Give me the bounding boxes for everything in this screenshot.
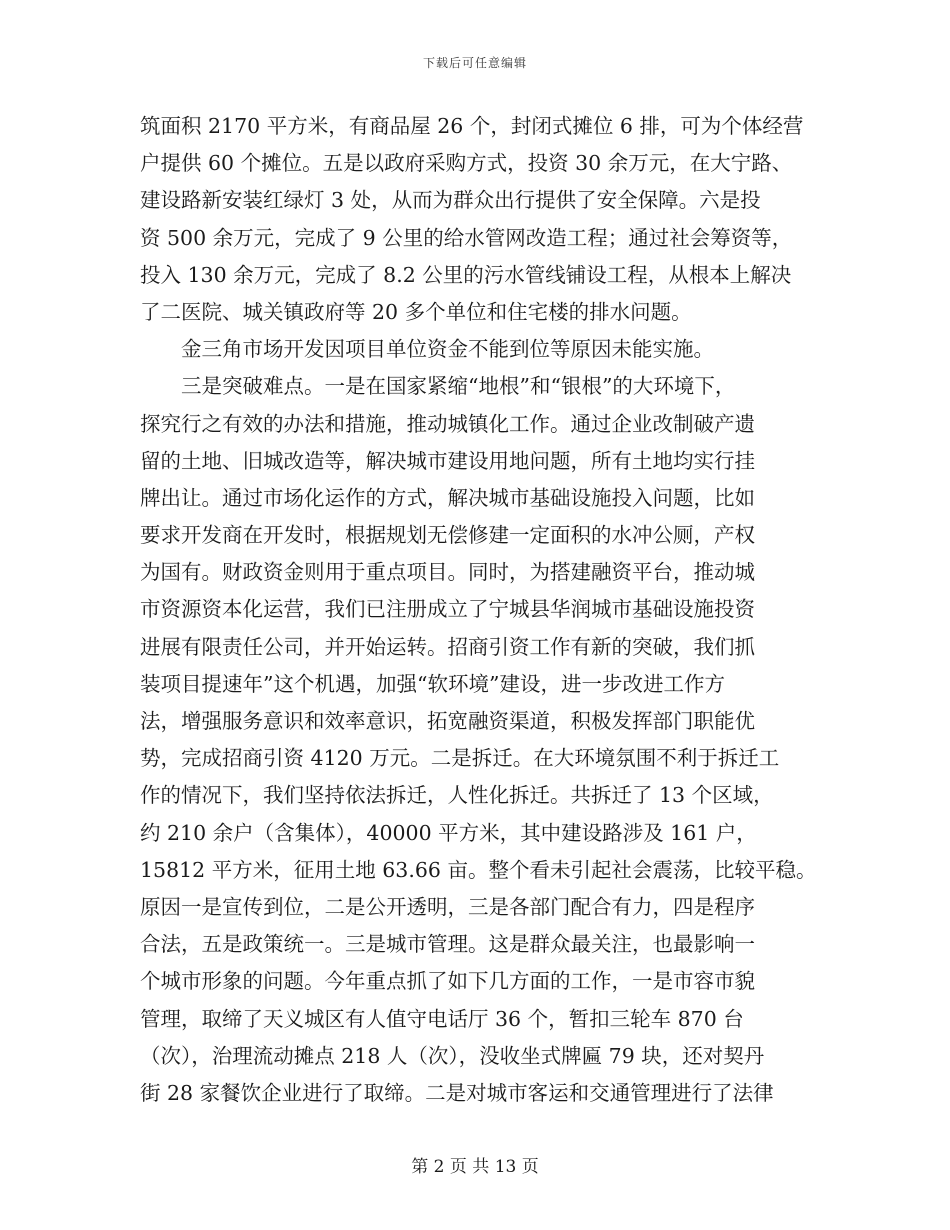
text-line: 建设路新安装红绿灯 3 处，从而为群众出行提供了安全保障。六是投	[140, 188, 761, 213]
text-line: 合法，五是政策统一。三是城市管理。这是群众最关注，也最影响一	[140, 932, 755, 957]
text-line: 15812 平方米，征用土地 63.66 亩。整个看未引起社会震荡，比较平稳。	[140, 857, 817, 882]
text-line: 了二医院、城关镇政府等 20 多个单位和住宅楼的排水问题。	[140, 299, 692, 324]
text-line: 个城市形象的问题。今年重点抓了如下几方面的工作，一是市容市貌	[140, 969, 755, 994]
text-line: 投入 130 余万元，完成了 8.2 公里的污水管线铺设工程，从根本上解决	[140, 262, 792, 287]
page-number-footer: 第 2 页 共 13 页	[411, 1157, 539, 1177]
text-line: 市资源资本化运营，我们已注册成立了宁城县华润城市基础设施投资	[140, 597, 755, 622]
text-line: 三是突破难点。一是在国家紧缩“地根”和“银根”的大环境下，	[140, 374, 736, 399]
text-line: 要求开发商在开发时，根据规划无偿修建一定面积的水冲公厕，产权	[140, 523, 755, 548]
text-line: 牌出让。通过市场化运作的方式，解决城市基础设施投入问题，比如	[140, 485, 755, 510]
text-line: 筑面积 2170 平方米，有商品屋 26 个，封闭式摊位 6 排，可为个体经营	[140, 114, 804, 138]
text-line: 法，增强服务意识和效率意识，拓宽融资渠道，积极发挥部门职能优	[140, 709, 755, 733]
text-line: 管理，取缔了天义城区有人值守电话厅 36 个，暂扣三轮车 870 台	[140, 1006, 744, 1031]
text-line: 户提供 60 个摊位。五是以政府采购方式，投资 30 余万元，在大宁路、	[140, 151, 793, 176]
text-line: 留的土地、旧城改造等，解决城市建设用地问题，所有土地均实行挂	[140, 448, 755, 473]
page-header: 下载后可任意编辑	[422, 56, 527, 70]
text-line: 势，完成招商引资 4120 万元。二是拆迁。在大环境氛围不利于拆迁工	[140, 746, 780, 771]
text-line: 作的情况下，我们坚持依法拆迁，人性化拆迁。共拆迁了 13 个区域，	[140, 783, 774, 808]
text-line: 约 210 余户（含集体），40000 平方米，其中建设路涉及 161 户，	[140, 820, 757, 845]
text-line: 金三角市场开发因项目单位资金不能到位等原因未能实施。	[140, 337, 714, 362]
text-line: （次），治理流动摊点 218 人（次），没收坐式牌匾 79 块，还对契丹	[140, 1043, 765, 1068]
text-line: 街 28 家餐饮企业进行了取缔。二是对城市客运和交通管理进行了法律	[140, 1080, 774, 1105]
text-line: 装项目提速年”这个机遇，加强“软环境”建设，进一步改进工作方	[140, 671, 725, 696]
text-line: 原因一是宣传到位，二是公开透明，三是各部门配合有力，四是程序	[140, 894, 755, 919]
document-body	[140, 108, 830, 1112]
text-line: 进展有限责任公司，并开始运转。招商引资工作有新的突破，我们抓	[140, 634, 755, 659]
text-line: 探究行之有效的办法和措施，推动城镇化工作。通过企业改制破产遗	[140, 411, 755, 436]
text-line: 为国有。财政资金则用于重点项目。同时，为搭建融资平台，推动城	[140, 560, 755, 585]
text-line: 资 500 余万元，完成了 9 公里的给水管网改造工程；通过社会筹资等，	[140, 225, 793, 250]
